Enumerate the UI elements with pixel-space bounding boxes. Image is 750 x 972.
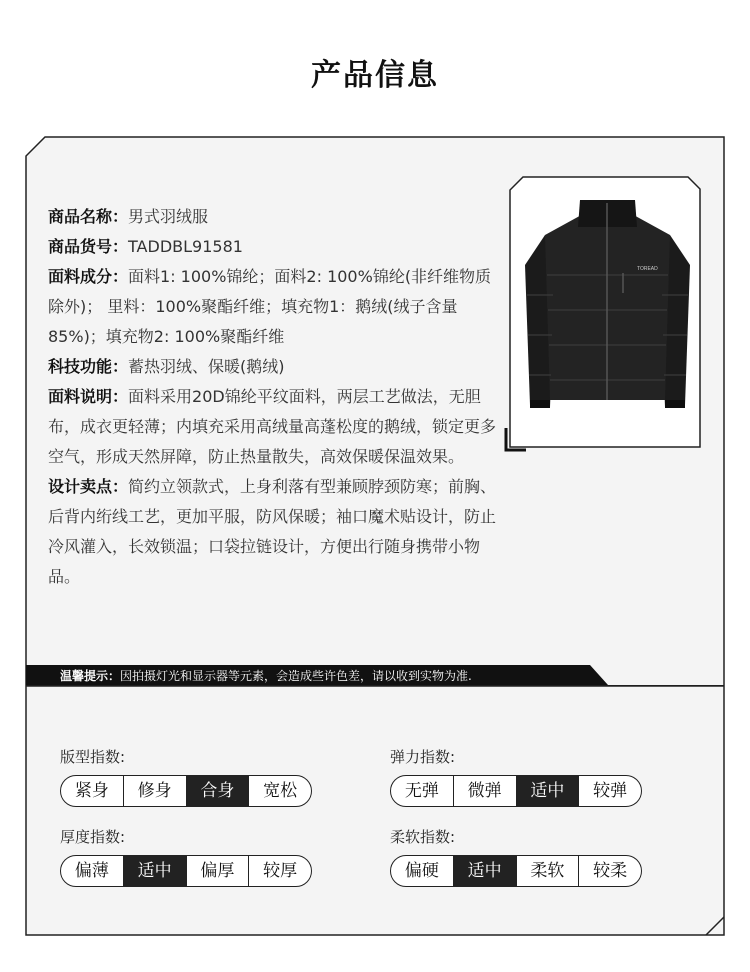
index-softness-scale (390, 855, 642, 887)
index-thickness-label: 厚度指数: (60, 828, 126, 846)
thickness-option-2-selected: 适中 (123, 856, 186, 886)
index-softness-label: 柔软指数: (390, 828, 456, 846)
elasticity-option-3-selected: 适中 (516, 776, 579, 806)
notice-text: 因拍摄灯光和显示器等元素，会造成些许色差，请以收到实物为准. (120, 669, 472, 683)
index-thickness (60, 826, 312, 887)
info-row-tech: 科技功能：蓄热羽绒、保暖(鹅绒) (48, 357, 285, 376)
index-elasticity-scale (390, 775, 642, 807)
notice (60, 666, 472, 686)
product-info (48, 202, 498, 592)
info-row-name: 商品名称：男式羽绒服 (48, 207, 209, 226)
index-elasticity-label: 弹力指数: (390, 748, 456, 766)
info-row-sku: 商品货号：TADDBL91581 (48, 237, 243, 256)
softness-option-4: 较柔 (578, 856, 641, 886)
index-thickness-scale (60, 855, 312, 887)
fit-option-3-selected: 合身 (186, 776, 249, 806)
index-fit (60, 746, 312, 807)
index-fit-label: 版型指数: (60, 748, 126, 766)
fit-option-1: 紧身 (74, 781, 109, 801)
softness-option-3: 柔软 (516, 856, 579, 886)
elasticity-option-1: 无弹 (404, 781, 439, 801)
page-title: 产品信息 (311, 58, 439, 93)
jacket-brand-logo: TOREAD (637, 266, 658, 272)
thickness-option-1: 偏薄 (74, 861, 109, 881)
info-row-material: 面料成分：面料1: 100%锦纶；面料2: 100%锦纶(非纤维物质除外)； 里料：100%聚酯纤维；填充物1：鹅绒(绒子含量85%)；填充物2: 100%聚酯纤维 (48, 267, 492, 346)
notice-key: 温馨提示： (60, 669, 121, 683)
info-row-design: 设计卖点：简约立领款式，上身利落有型兼顾脖颈防寒；前胸、后背内绗线工艺，更加平服，防风保暖；袖口魔术贴设计，防止冷风灌入，长效锁温；口袋拉链设计，方便出行随身携带小物品。 (48, 477, 497, 586)
index-fit-scale (60, 775, 312, 807)
jacket-image (525, 195, 690, 420)
fit-option-2: 修身 (123, 776, 186, 806)
info-row-fabric-desc: 面料说明：面料采用20D锦纶平纹面料，两层工艺做法，无胆布，成衣更轻薄；内填充采用高绒量高蓬松度的鹅绒，锁定更多空气，形成天然屏障，防止热量散失，高效保暖保温效果。 (48, 387, 497, 466)
elasticity-option-2: 微弹 (453, 776, 516, 806)
thickness-option-4: 较厚 (248, 856, 311, 886)
index-elasticity (390, 746, 642, 807)
thickness-option-3: 偏厚 (186, 856, 249, 886)
softness-option-1: 偏硬 (404, 861, 439, 881)
index-softness (390, 826, 642, 887)
fit-option-4: 宽松 (248, 776, 311, 806)
softness-option-2-selected: 适中 (453, 856, 516, 886)
elasticity-option-4: 较弹 (578, 776, 641, 806)
